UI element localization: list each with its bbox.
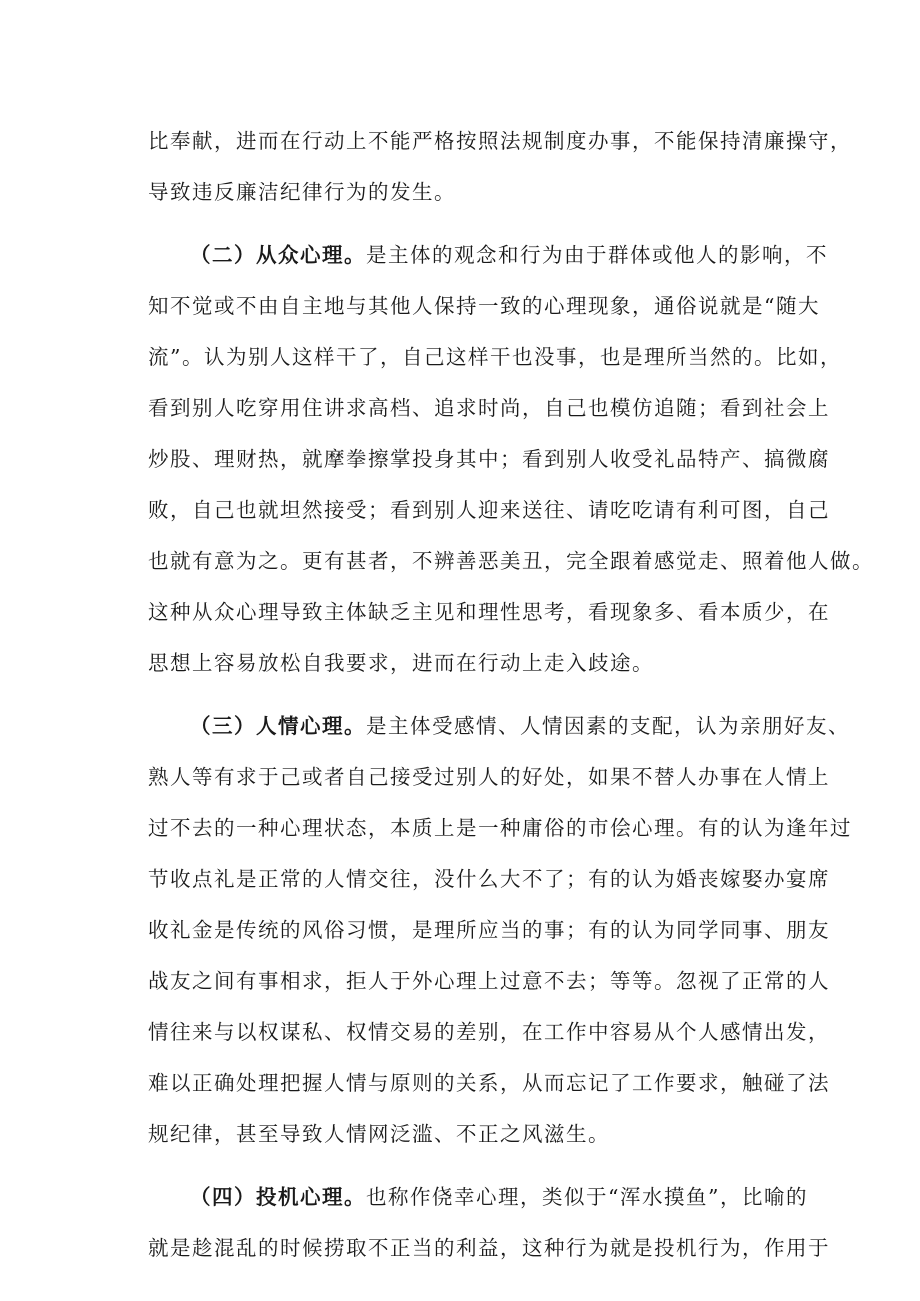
paragraph-line: 这种从众心理导致主体缺乏主见和理性思考，看现象多、看本质少，在 — [148, 600, 830, 624]
section-2-heading: （二）从众心理。 — [190, 243, 366, 267]
document-body — [148, 116, 874, 1274]
section-2-first-text: 是主体的观念和行为由于群体或他人的影响，不 — [366, 243, 828, 267]
paragraph-line: 收礼金是传统的风俗习惯，是理所应当的事；有的认为同学同事、朋友 — [148, 918, 830, 942]
section-4-first-line — [148, 1172, 808, 1223]
section-3-heading: （三）人情心理。 — [190, 714, 366, 738]
paragraph-gap — [148, 1160, 780, 1172]
paragraph-line: 难以正确处理把握人情与原则的关系，从而忘记了工作要求，触碰了法 — [148, 1071, 830, 1095]
section-4-first-text: 也称作侥幸心理，类似于“浑水摸鱼”，比喻的 — [366, 1185, 808, 1209]
paragraph-gap — [148, 218, 780, 230]
paragraph-line: 战友之间有事相求，拒人于外心理上过意不去；等等。忽视了正常的人 — [148, 969, 830, 993]
paragraph-line: 就是趁混乱的时候捞取不正当的利益，这种行为就是投机行为，作用于 — [148, 1236, 830, 1260]
paragraph-line: 比奉献，进而在行动上不能严格按照法规制度办事，不能保持清廉操守， — [148, 129, 852, 153]
section-3-first-line — [148, 701, 850, 752]
paragraph-line: 思想上容易放松自我要求，进而在行动上走入歧途。 — [148, 651, 654, 675]
paragraph-line: 节收点礼是正常的人情交往，没什么大不了；有的认为婚丧嫁娶办宴席 — [148, 867, 830, 891]
paragraph-line: 规纪律，甚至导致人情网泛滥、不正之风滋生。 — [148, 1122, 610, 1146]
paragraph-line: 败，自己也就坦然接受；看到别人迎来送往、请吃吃请有利可图，自己 — [148, 498, 830, 522]
paragraph-line: 也就有意为之。更有甚者，不辨善恶美丑，完全跟着感觉走、照着他人做。 — [148, 549, 874, 573]
paragraph-line: 导致违反廉洁纪律行为的发生。 — [148, 180, 456, 204]
section-4-heading: （四）投机心理。 — [190, 1185, 366, 1209]
paragraph-gap — [148, 689, 780, 701]
paragraph-line: 看到别人吃穿用住讲求高档、追求时尚，自己也模仿追随；看到社会上 — [148, 396, 830, 420]
paragraph-line: 知不觉或不由自主地与其他人保持一致的心理现象，通俗说就是“随大 — [148, 294, 820, 318]
paragraph-line: 情往来与以权谋私、权情交易的差别，在工作中容易从个人感情出发， — [148, 1020, 830, 1044]
paragraph-line: 流”。认为别人这样干了，自己这样干也没事，也是理所当然的。比如， — [148, 345, 842, 369]
paragraph-line: 熟人等有求于己或者自己接受过别人的好处，如果不替人办事在人情上 — [148, 765, 830, 789]
section-2-first-line — [148, 230, 828, 281]
paragraph-line: 过不去的一种心理状态，本质上是一种庸俗的市侩心理。有的认为逢年过 — [148, 816, 852, 840]
section-3-first-text: 是主体受感情、人情因素的支配，认为亲朋好友、 — [366, 714, 850, 738]
paragraph-line: 炒股、理财热，就摩拳擦掌投身其中；看到别人收受礼品特产、搞微腐 — [148, 447, 830, 471]
